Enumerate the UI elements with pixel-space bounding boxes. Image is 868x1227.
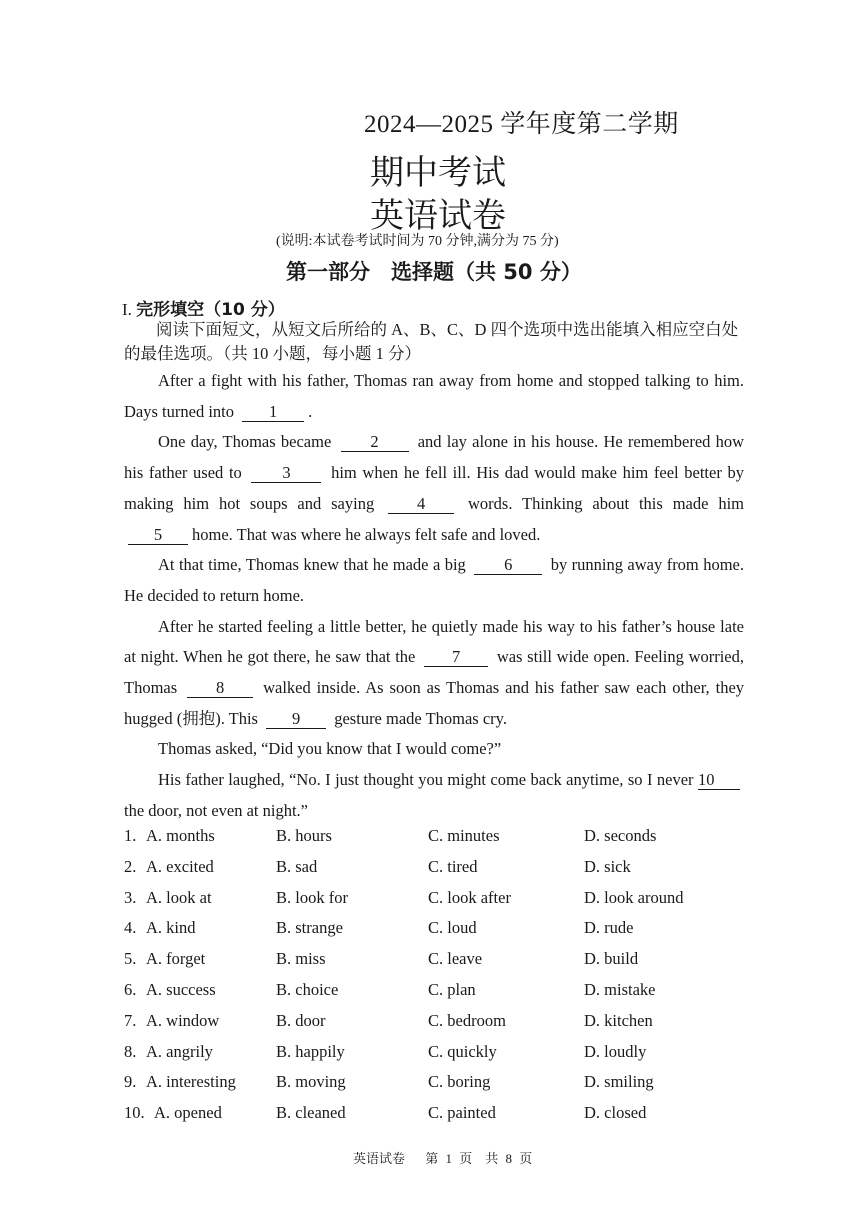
blank-3: 3 (251, 464, 321, 483)
question-number: 10. (124, 1103, 145, 1123)
option-row (124, 1072, 764, 1103)
passage-paragraph (124, 765, 744, 826)
option-d: D. build (584, 949, 639, 969)
question-number: 3. (124, 887, 137, 907)
passage-paragraph (124, 427, 744, 550)
question-number: 8. (124, 1041, 137, 1061)
option-d: D. mistake (584, 979, 656, 999)
passage-text: At that time, Thomas knew that he made a big (158, 555, 466, 575)
passage-text: was still wide open. Feeling worried, Thomas (124, 647, 745, 698)
option-a: A. opened (154, 1103, 222, 1123)
option-c: C. bedroom (428, 1010, 506, 1030)
question-number: 5. (124, 949, 137, 969)
section-instruction: 阅读下面短文，从短文后所给的 A、B、C、D 四个选项中选出能填入相应空白处的最佳选项。（共 10 小题，每小题 1 分） (124, 320, 739, 363)
question-number: 9. (124, 1072, 137, 1092)
section-number: I. (122, 300, 132, 319)
option-row (124, 949, 764, 980)
option-c: C. plan (428, 979, 476, 999)
section-title: 完形填空（10 分） (136, 300, 285, 320)
option-b: B. hours (276, 826, 332, 845)
option-b: B. look for (276, 887, 348, 907)
part-title: 第一部分 选择题（共 50 分） (286, 260, 582, 284)
option-c: C. quickly (428, 1041, 497, 1061)
option-c: C. minutes (428, 826, 500, 845)
blank-5: 5 (128, 526, 188, 545)
option-a: A. window (146, 1010, 220, 1030)
option-b: B. cleaned (276, 1103, 346, 1123)
passage-text: the door, not even at night.” (124, 800, 308, 820)
option-a: A. kind (146, 918, 196, 938)
option-b: B. happily (276, 1041, 345, 1061)
option-a: A. angrily (146, 1041, 213, 1061)
passage-text: After he started feeling a little better, he quietly made his way to his father’s house late at night. When he got there, he saw that the (124, 616, 744, 667)
passage-text: walked inside. As soon as Thomas and his father saw each other, they hugged (拥抱). This (124, 678, 745, 728)
question-number: 6. (124, 979, 137, 999)
passage-paragraph: Thomas asked, “Did you know that I would come?” (158, 739, 502, 759)
blank-7: 7 (424, 648, 488, 667)
option-row (124, 980, 764, 1011)
passage-text: home. That was where he always felt safe and loved. (192, 524, 541, 544)
question-number: 1. (124, 826, 137, 845)
option-a: A. look at (146, 887, 212, 907)
option-c: C. leave (428, 949, 483, 969)
option-row (124, 888, 764, 919)
option-row (124, 1103, 764, 1134)
subject-title: 英语试卷 (370, 198, 506, 235)
option-d: D. smiling (584, 1072, 654, 1092)
option-c: C. painted (428, 1103, 496, 1123)
passage-text: His father laughed, “No. I just thought you might come back anytime, so I never (158, 770, 694, 790)
passage-paragraph (124, 366, 744, 427)
section-heading (122, 295, 285, 320)
term-heading: 2024—2025 学年度第二学期 (364, 111, 679, 138)
option-c: C. tired (428, 856, 478, 876)
passage-text: gesture made Thomas cry. (334, 708, 507, 728)
option-d: D. rude (584, 918, 634, 938)
option-b: B. miss (276, 949, 326, 969)
blank-2: 2 (341, 433, 409, 452)
exam-title: 期中考试 (370, 155, 506, 192)
option-d: D. sick (584, 856, 631, 876)
option-d: D. seconds (584, 826, 657, 845)
option-c: C. loud (428, 918, 477, 938)
option-a: A. forget (146, 949, 206, 969)
question-number: 2. (124, 856, 137, 876)
passage-text: him when he fell ill. His dad would make him feel better by making him hot soups and saying (124, 463, 744, 513)
option-d: D. look around (584, 887, 684, 907)
option-a: A. interesting (146, 1072, 236, 1092)
option-b: B. door (276, 1010, 326, 1030)
option-row (124, 1011, 764, 1042)
option-c: C. boring (428, 1072, 491, 1092)
passage-paragraph (124, 612, 744, 735)
blank-8: 8 (187, 679, 253, 698)
blank-4: 4 (388, 495, 454, 514)
passage-text: and lay alone in his house. He remembered how his father used to (124, 432, 745, 483)
option-row (124, 1042, 764, 1073)
option-a: A. success (146, 979, 216, 999)
option-b: B. strange (276, 918, 343, 938)
option-b: B. moving (276, 1072, 346, 1092)
option-a: A. excited (146, 856, 214, 876)
passage-text: words. Thinking about this made him (467, 493, 744, 513)
option-d: D. kitchen (584, 1010, 653, 1030)
question-number: 7. (124, 1010, 137, 1030)
option-d: D. loudly (584, 1041, 647, 1061)
passage-text: After a fight with his father, Thomas ran away from home and stopped talking to him. Days turned into (124, 371, 744, 421)
passage-text: by running away from home. He decided to return home. (124, 555, 745, 605)
passage-text: One day, Thomas became (158, 432, 332, 452)
answer-options (124, 826, 764, 1134)
option-row (124, 826, 764, 857)
option-c: C. look after (428, 887, 511, 907)
option-d: D. closed (584, 1103, 647, 1123)
option-b: B. choice (276, 979, 339, 999)
blank-1: 1 (242, 403, 304, 422)
question-number: 4. (124, 918, 137, 938)
blank-9: 9 (266, 710, 326, 729)
cloze-passage (124, 366, 744, 827)
blank-6: 6 (474, 556, 542, 575)
option-row (124, 918, 764, 949)
option-row (124, 857, 764, 888)
option-b: B. sad (276, 856, 318, 876)
passage-paragraph (124, 550, 744, 611)
passage-text: . (308, 401, 313, 421)
page-footer: 英语试卷 第 1 页 共 8 页 (353, 1151, 533, 1166)
exam-note: (说明:本试卷考试时间为 70 分钟,满分为 75 分) (276, 234, 559, 249)
blank-10: 10 (698, 771, 740, 790)
option-a: A. months (146, 826, 215, 845)
